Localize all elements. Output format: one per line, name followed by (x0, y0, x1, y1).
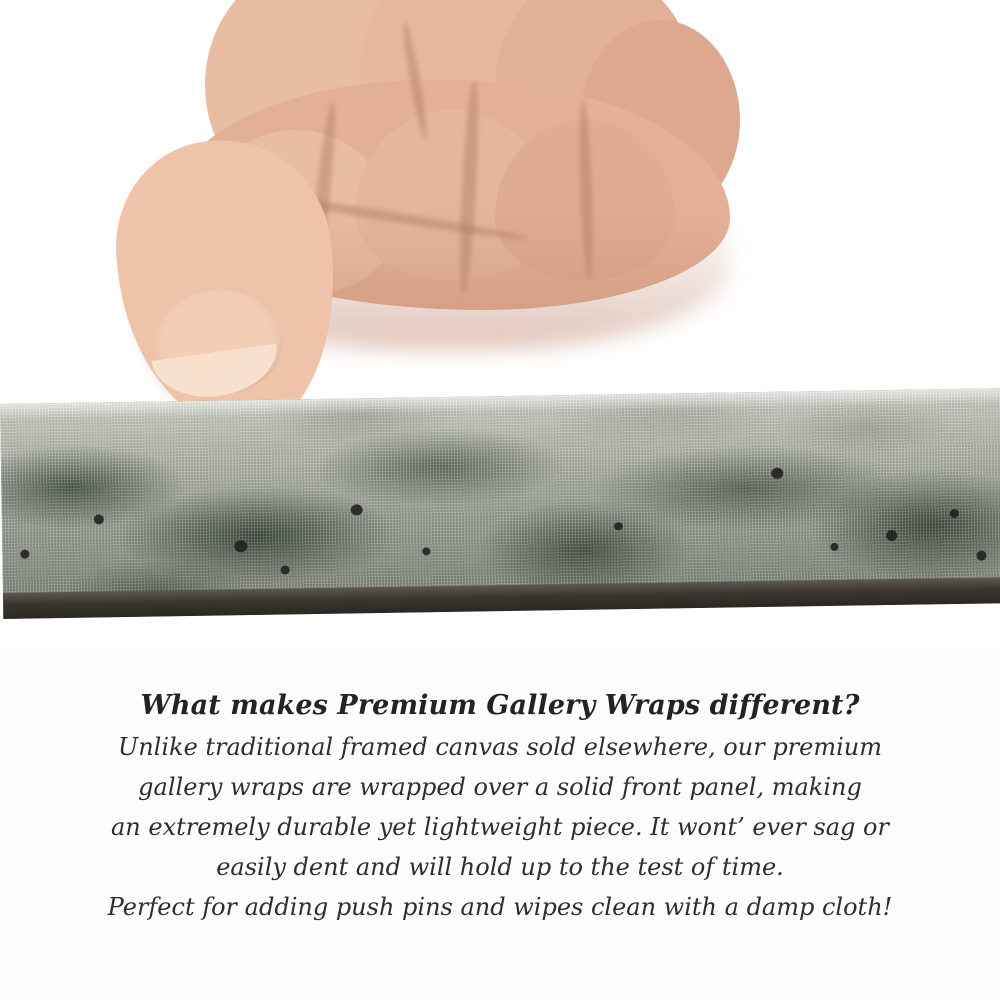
caption-block (0, 690, 1000, 927)
hand-illustration (110, 0, 730, 430)
caption-heading: What makes Premium Gallery Wraps different? (140, 690, 860, 721)
caption-line: gallery wraps are wrapped over a solid front panel, making (138, 773, 862, 801)
canvas-edge-strip (0, 388, 1000, 619)
paint-speck (20, 550, 29, 559)
caption-line: an extremely durable yet lightweight piece. It wont’ ever sag or (111, 813, 889, 841)
caption-line: Unlike traditional framed canvas sold elsewhere, our premium (117, 733, 882, 761)
paint-speck (422, 547, 430, 555)
paint-speck (281, 565, 290, 574)
paint-speck (614, 522, 623, 530)
paint-speck (351, 504, 363, 515)
caption-line: Perfect for adding push pins and wipes clean with a damp cloth! (107, 893, 893, 921)
paint-speck (830, 543, 838, 551)
paint-speck (950, 509, 959, 518)
paint-speck (886, 530, 897, 541)
caption-line: easily dent and will hold up to the test of time. (216, 853, 784, 881)
paint-speck (94, 514, 104, 524)
